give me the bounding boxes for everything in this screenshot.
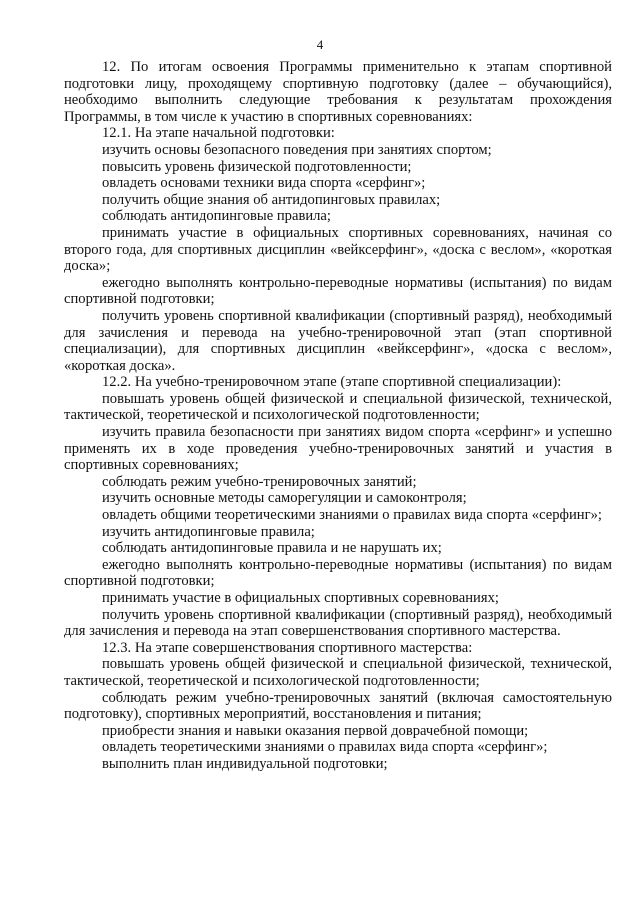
list-line: выполнить план индивидуальной подготовки;: [102, 755, 388, 772]
paragraph: изучить правила безопасности при занятиях видом спорта «серфинг» и успешно применять их в ходе проведения учебно-тренировочных занятий и участия в спортивных соревнованиях;: [64, 424, 612, 474]
paragraph: повышать уровень общей физической и специальной физической, технической, тактической, теоретической и психологической подготовленности;: [64, 656, 612, 689]
list-line: повысить уровень физической подготовленности;: [102, 158, 412, 175]
list-line: принимать участие в официальных спортивных соревнованиях;: [102, 590, 499, 606]
document-body: [64, 59, 612, 773]
page-number: 4: [316, 37, 324, 52]
paragraph: принимать участие в официальных спортивных соревнованиях, начиная со второго года, для спортивных дисциплин «вейксерфинг», «доска с веслом», «короткая доска»;: [64, 224, 612, 275]
list-line: овладеть основами техники вида спорта «серфинг»;: [102, 175, 426, 192]
list-line: 12.1. На этапе начальной подготовки:: [102, 125, 335, 142]
list-line: соблюдать режим учебно-тренировочных занятий;: [102, 473, 417, 490]
list-line: соблюдать антидопинговые правила;: [102, 208, 331, 225]
paragraph: ежегодно выполнять контрольно-переводные нормативы (испытания) по видам спортивной подготовки;: [64, 274, 612, 308]
list-line: приобрести знания и навыки оказания первой доврачебной помощи;: [102, 722, 529, 739]
list-line: соблюдать антидопинговые правила и не нарушать их;: [102, 540, 442, 557]
list-line: овладеть теоретическими знаниями о правилах вида спорта «серфинг»;: [102, 739, 548, 756]
paragraph: ежегодно выполнять контрольно-переводные нормативы (испытания) по видам спортивной подготовки;: [64, 556, 612, 590]
paragraph: повышать уровень общей физической и специальной физической, технической, тактической, теоретической и психологической подготовленности;: [64, 390, 612, 424]
list-line: получить общие знания об антидопинговых правилах;: [102, 191, 441, 208]
paragraph: получить уровень спортивной квалификации (спортивный разряд), необходимый для зачисления и перевода на учебно-тренировочной этап (этап спортивной специализации), для спортивных дисциплин «вейксерфинг», «доска с веслом», «короткая доска».: [64, 307, 612, 374]
paragraph: овладеть общими теоретическими знаниями о правилах вида спорта «серфинг»;: [102, 507, 602, 524]
list-line: изучить основные методы саморегуляции и самоконтроля;: [102, 490, 467, 507]
paragraph: соблюдать режим учебно-тренировочных занятий (включая самостоятельную подготовку), спортивных мероприятий, восстановления и питания;: [64, 689, 612, 723]
paragraph: получить уровень спортивной квалификации (спортивный разряд), необходимый для зачисления и перевода на этап совершенствования спортивного мастерства.: [64, 606, 612, 640]
list-line: изучить основы безопасного поведения при занятиях спортом;: [102, 141, 492, 158]
list-line: 12.2. На учебно-тренировочном этапе (этапе спортивной специализации):: [102, 374, 562, 391]
list-line: изучить антидопинговые правила;: [102, 523, 315, 540]
paragraph: 12. По итогам освоения Программы применительно к этапам спортивной подготовки лицу, проходящему спортивную подготовку (далее – обучающийся), необходимо выполнить следующие требования к результатам прохождения Программы, в том числе к участию в спортивных соревнованиях:: [64, 59, 612, 125]
list-line: 12.3. На этапе совершенствования спортивного мастерства:: [102, 639, 473, 656]
